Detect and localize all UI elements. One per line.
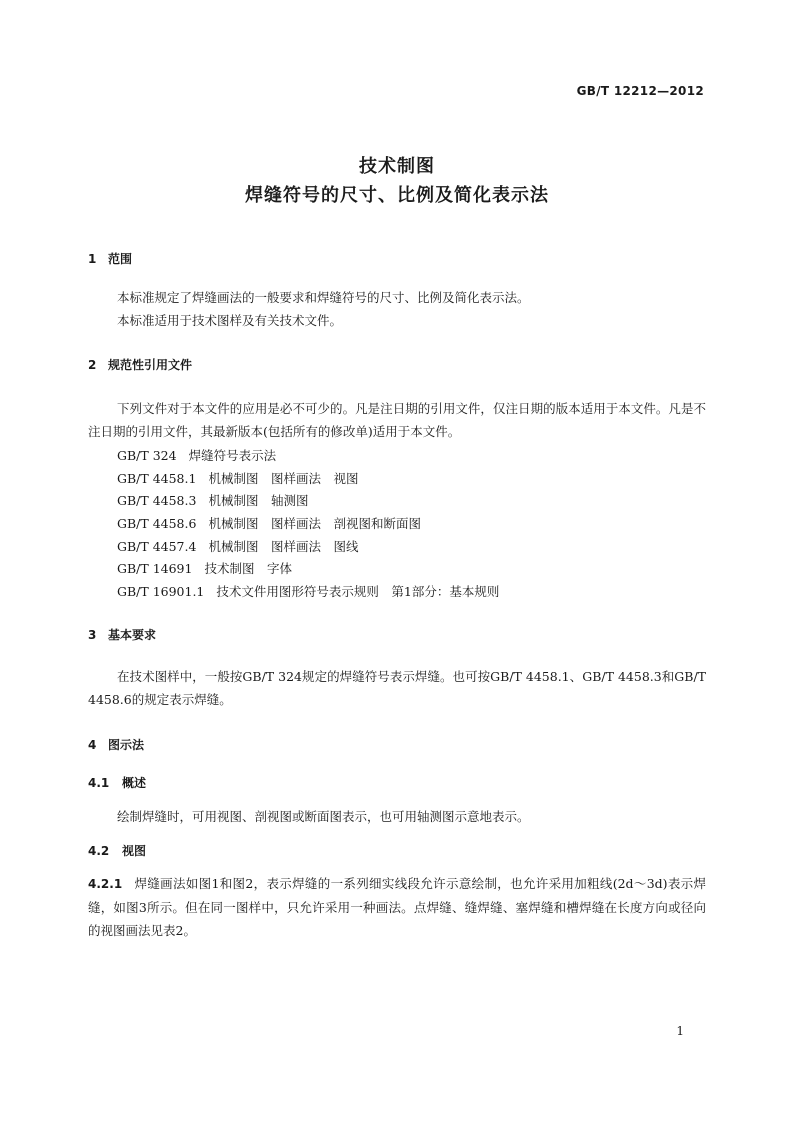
- reference-code: GB/T 14691: [117, 561, 193, 576]
- clause-number: 4.2.1: [88, 877, 123, 891]
- section-number: 2: [88, 358, 97, 372]
- document-title: 技术制图: [359, 156, 435, 177]
- reference-item: [117, 491, 308, 509]
- reference-code: GB/T 4458.6: [117, 516, 197, 531]
- paragraph: 本标准规定了焊缝画法的一般要求和焊缝符号的尺寸、比例及简化表示法。: [117, 290, 530, 305]
- page-number: 1: [676, 1024, 684, 1038]
- reference-title: 机械制图 轴测图: [208, 493, 309, 508]
- section-number: 3: [88, 628, 97, 642]
- reference-code: GB/T 324: [117, 448, 177, 463]
- section-2-heading: [88, 356, 192, 373]
- reference-item: [117, 582, 499, 600]
- reference-title: 技术文件用图形符号表示规则 第1部分：基本规则: [216, 584, 500, 599]
- section-title: 概述: [122, 776, 147, 790]
- section-number: 4: [88, 738, 97, 752]
- standard-code: GB/T 12212—2012: [576, 84, 704, 98]
- section-title: 规范性引用文件: [108, 358, 193, 372]
- reference-title: 技术制图 字体: [204, 561, 292, 576]
- section-number: 4.2: [88, 844, 110, 858]
- paragraph: 绘制焊缝时，可用视图、剖视图或断面图表示，也可用轴测图示意地表示。: [117, 809, 530, 824]
- section-1-heading: [88, 250, 132, 267]
- reference-item: [117, 446, 276, 464]
- section-title: 基本要求: [108, 628, 157, 642]
- reference-item: [117, 469, 358, 487]
- reference-item: [117, 537, 358, 555]
- document-subtitle: 焊缝符号的尺寸、比例及简化表示法: [245, 185, 549, 206]
- reference-code: GB/T 16901.1: [117, 584, 205, 599]
- reference-code: GB/T 4458.3: [117, 493, 197, 508]
- section-4-2-heading: [88, 842, 146, 859]
- reference-code: GB/T 4457.4: [117, 539, 197, 554]
- section-4-heading: [88, 736, 144, 753]
- reference-title: 机械制图 图样画法 视图: [208, 471, 359, 486]
- paragraph: 下列文件对于本文件的应用是必不可少的。凡是注日期的引用文件，仅注日期的版本适用于本文件。凡是不注日期的引用文件，其最新版本(包括所有的修改单)适用于本文件。: [88, 401, 706, 439]
- reference-title: 机械制图 图样画法 图线: [208, 539, 359, 554]
- section-number: 4.1: [88, 776, 110, 790]
- section-title: 图示法: [108, 738, 145, 752]
- paragraph: [88, 872, 706, 942]
- clause-text: 焊缝画法如图1和图2，表示焊缝的一系列细实线段允许示意绘制，也允许采用加粗线(2d～3d)表示焊缝，如图3所示。但在同一图样中，只允许采用一种画法。点焊缝、缝焊缝、塞焊缝和槽焊缝在长度方向或径向的视图画法见表2。: [88, 876, 706, 938]
- reference-title: 机械制图 图样画法 剖视图和断面图: [208, 516, 421, 531]
- reference-title: 焊缝符号表示法: [188, 448, 277, 463]
- reference-code: GB/T 4458.1: [117, 471, 197, 486]
- section-title: 范围: [108, 252, 133, 266]
- reference-item: [117, 514, 421, 532]
- paragraph: 在技术图样中，一般按GB/T 324规定的焊缝符号表示焊缝。也可按GB/T 4458.1、GB/T 4458.3和GB/T 4458.6的规定表示焊缝。: [88, 669, 706, 707]
- section-4-1-heading: [88, 774, 146, 791]
- section-number: 1: [88, 252, 97, 266]
- section-title: 视图: [122, 844, 147, 858]
- reference-item: [117, 559, 292, 577]
- section-3-heading: [88, 626, 156, 643]
- paragraph: 本标准适用于技术图样及有关技术文件。: [117, 313, 343, 328]
